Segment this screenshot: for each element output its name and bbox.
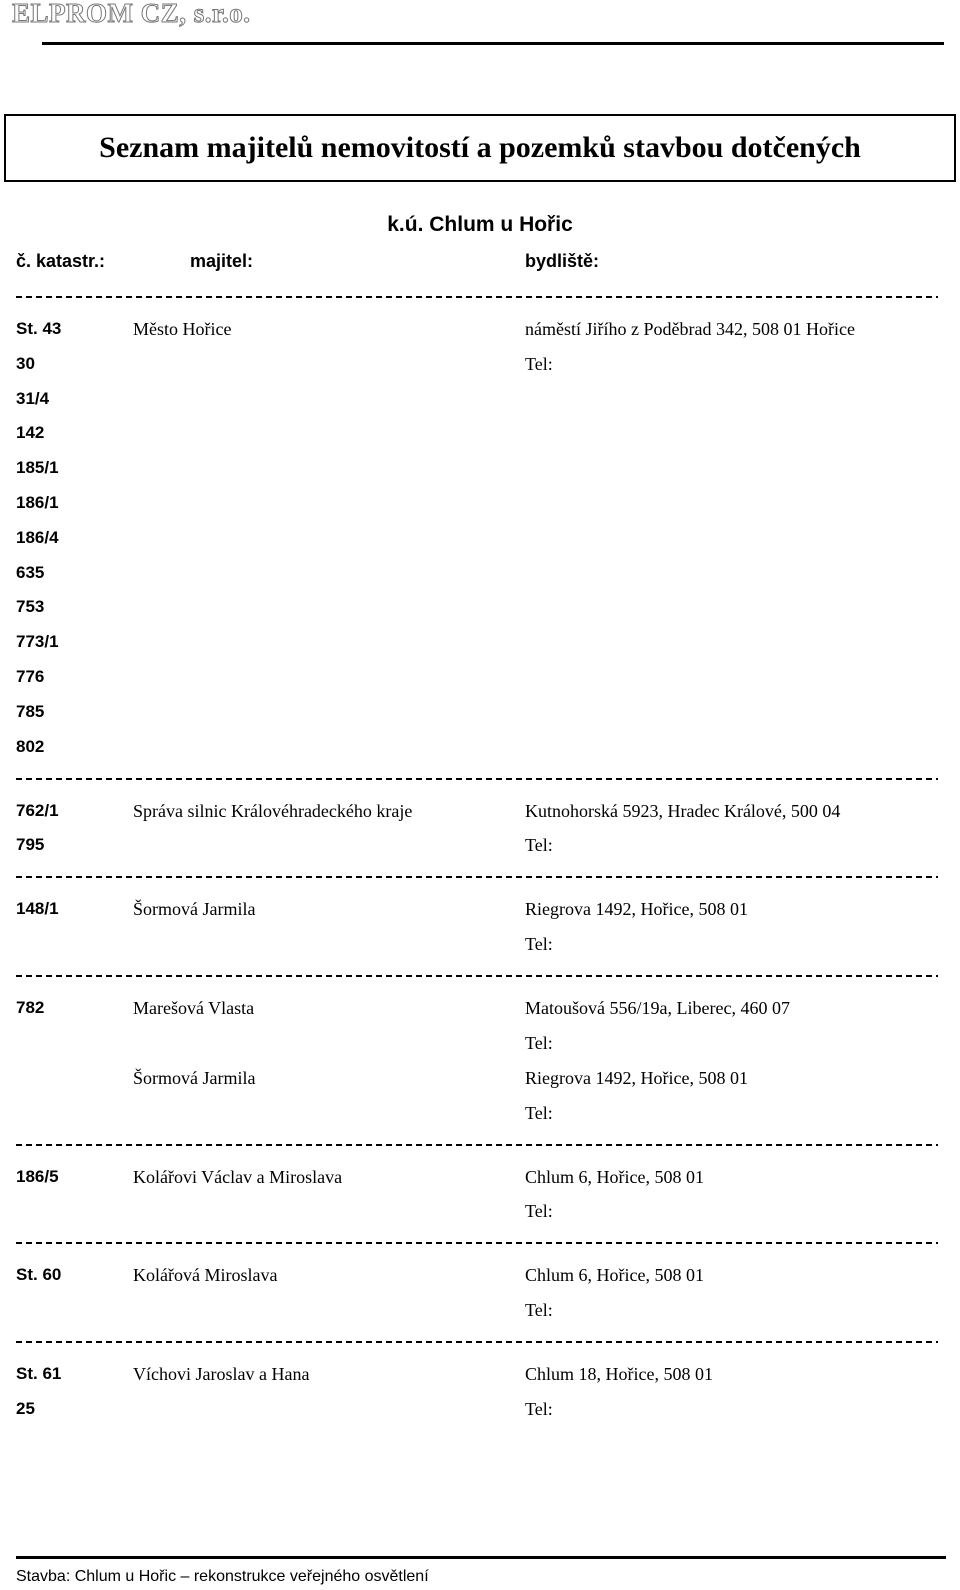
parcel-number: 782 <box>16 998 45 1018</box>
parcel-number: St. 61 <box>16 1364 62 1384</box>
row-separator <box>16 296 938 298</box>
parcel-number: 802 <box>16 736 45 756</box>
tel-label: Tel: <box>525 934 553 955</box>
owner-address: Chlum 6, Hořice, 508 01 <box>525 1166 704 1187</box>
parcel-number: 148/1 <box>16 899 59 919</box>
row-separator <box>16 876 938 878</box>
owner-name: Správa silnic Královéhradeckého kraje <box>133 800 413 821</box>
tel-label: Tel: <box>525 835 553 856</box>
parcel-number: 186/1 <box>16 493 59 512</box>
header-address: bydliště: <box>525 251 600 271</box>
parcel-number: 30 <box>16 353 35 373</box>
parcel-number: 773/1 <box>16 632 59 652</box>
parcel-number: 185/1 <box>16 458 59 478</box>
row-separator <box>16 1341 938 1343</box>
parcel-number: 25 <box>16 1399 35 1418</box>
document-title: Seznam majitelů nemovitostí a pozemků stavbou dotčených <box>99 131 861 164</box>
tel-label: Tel: <box>525 1102 553 1123</box>
owner-name: Šormová Jarmila <box>133 899 256 920</box>
owner-address: Kutnohorská 5923, Hradec Králové, 500 04 <box>525 800 841 821</box>
footer-rule <box>16 1556 946 1559</box>
cadastral-area: k.ú. Chlum u Hořic <box>387 213 573 236</box>
parcel-number: 635 <box>16 562 45 582</box>
parcel-number: 31/4 <box>16 388 50 408</box>
owner-address: Chlum 6, Hořice, 508 01 <box>525 1265 704 1286</box>
owner-name: Marešová Vlasta <box>133 998 255 1019</box>
owner-address: Matoušová 556/19a, Liberec, 460 07 <box>525 998 790 1019</box>
header-owner: majitel: <box>190 251 254 271</box>
parcel-number: 186/4 <box>16 527 59 547</box>
tel-label: Tel: <box>525 1201 553 1222</box>
tel-label: Tel: <box>525 1399 553 1419</box>
project-footer: Stavba: Chlum u Hořic – rekonstrukce veřejného osvětlení <box>16 1568 429 1585</box>
owner-address: Riegrova 1492, Hořice, 508 01 <box>525 899 748 920</box>
parcel-number: 776 <box>16 667 45 686</box>
row-separator <box>16 1144 938 1146</box>
parcel-number: St. 43 <box>16 319 62 338</box>
row-separator <box>16 1242 938 1244</box>
parcel-number: 186/5 <box>16 1166 59 1186</box>
parcel-number: 753 <box>16 597 45 617</box>
owner-address: náměstí Jiřího z Poděbrad 342, 508 01 Hořice <box>525 319 855 339</box>
parcel-number: 785 <box>16 701 45 721</box>
row-separator <box>16 778 938 780</box>
owner-name: Město Hořice <box>133 319 232 339</box>
owner-name: Kolářová Miroslava <box>133 1265 278 1286</box>
company-logo: ELPROM CZ, s.r.o. <box>12 0 251 28</box>
header-parcel: č. katastr.: <box>16 251 106 271</box>
parcel-number: St. 60 <box>16 1265 62 1285</box>
tel-label: Tel: <box>525 1300 553 1321</box>
row-separator <box>16 975 938 977</box>
owner-address: Riegrova 1492, Hořice, 508 01 <box>525 1067 748 1088</box>
owner-name: Kolářovi Václav a Miroslava <box>133 1166 343 1187</box>
parcel-number: 795 <box>16 835 45 855</box>
tel-label: Tel: <box>525 353 553 374</box>
parcel-number: 142 <box>16 423 45 443</box>
owner-address: Chlum 18, Hořice, 508 01 <box>525 1364 713 1385</box>
owner-name: Víchovi Jaroslav a Hana <box>133 1364 310 1385</box>
parcel-number: 762/1 <box>16 800 59 820</box>
tel-label: Tel: <box>525 1033 553 1053</box>
owner-name: Šormová Jarmila <box>133 1067 256 1088</box>
